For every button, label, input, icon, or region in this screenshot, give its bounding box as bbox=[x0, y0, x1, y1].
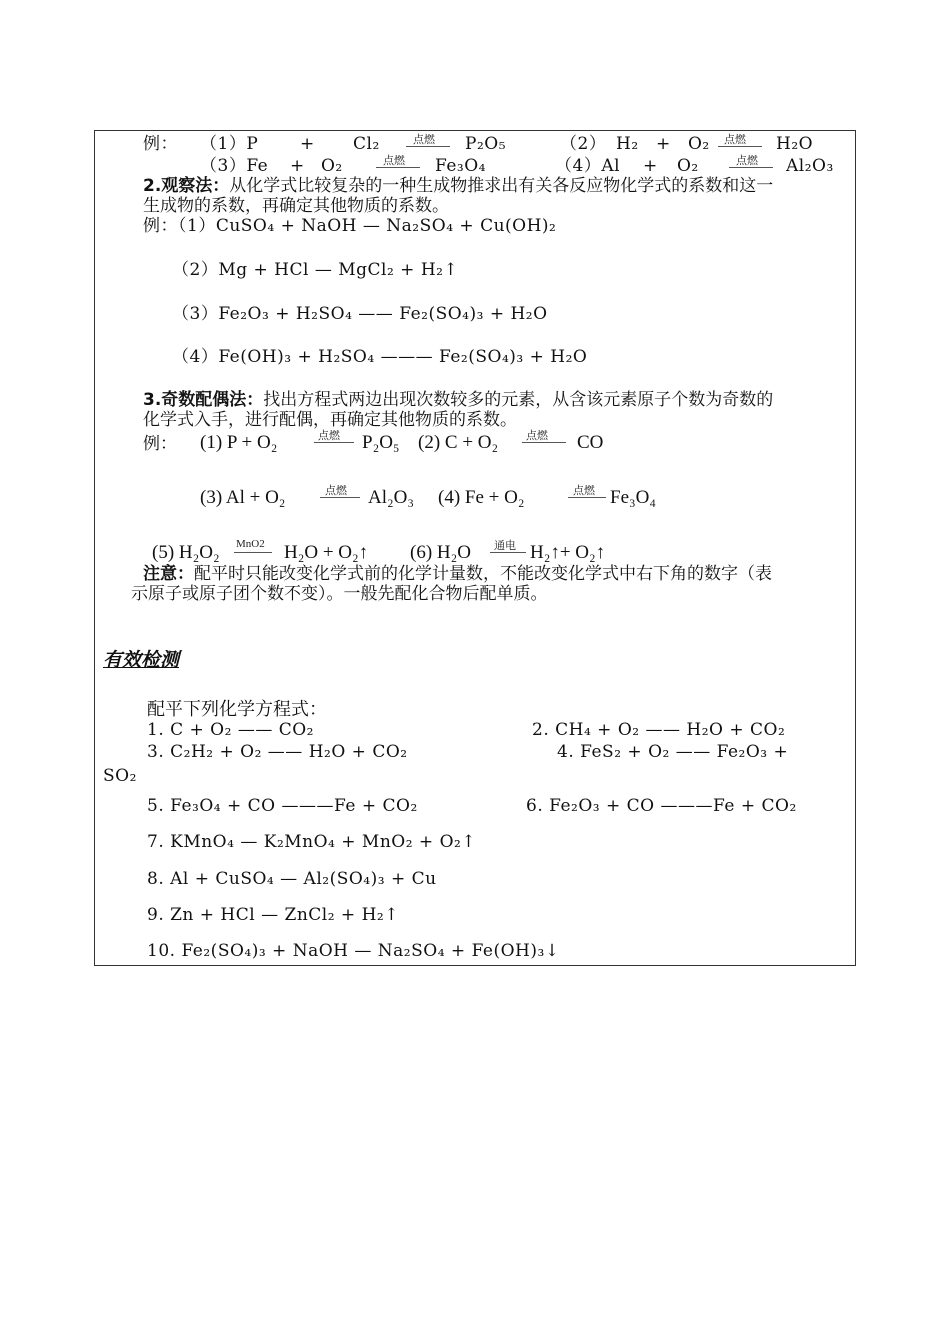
reaction-arrow bbox=[320, 497, 360, 498]
equation-right: P₂O₅ bbox=[362, 432, 400, 453]
equation-3: （3）Fe₂O₃ + H₂SO₄ —— Fe₂(SO₄)₃ + H₂O bbox=[172, 304, 548, 324]
condition-label: 通电 bbox=[494, 539, 516, 552]
exercise-2: 2. CH₄ + O₂ —— H₂O + CO₂ bbox=[532, 720, 786, 740]
reaction-2-label: （2） bbox=[560, 134, 607, 154]
note-paragraph bbox=[143, 564, 772, 584]
section-title: 有效检测 bbox=[103, 649, 180, 671]
condition-label: 点燃 bbox=[413, 133, 435, 146]
product: Al₂O₃ bbox=[786, 156, 834, 176]
paragraph-text: 从化学式比较复杂的一种生成物推求出有关各反应物化学式的系数和这一 bbox=[229, 176, 774, 196]
equation-right: Al₂O₃ bbox=[368, 487, 414, 508]
reactant: H₂ bbox=[616, 134, 639, 154]
exercise-10: 10. Fe₂(SO₄)₃ + NaOH — Na₂SO₄ + Fe(OH)₃↓ bbox=[147, 941, 560, 961]
exercise-6: 6. Fe₂O₃ + CO ———Fe + CO₂ bbox=[526, 796, 797, 816]
note-heading: 注意： bbox=[143, 564, 194, 584]
condition-label: 点燃 bbox=[724, 133, 746, 146]
equation-left: (6) H₂O bbox=[410, 542, 471, 563]
example-label: 例： bbox=[143, 434, 177, 454]
reaction-arrow bbox=[522, 442, 566, 443]
paragraph-text: 配平时只能改变化学式前的化学计量数，不能改变化学式中右下角的数字（表 bbox=[194, 564, 772, 584]
example-label: 例： bbox=[143, 134, 178, 154]
equation-left: (2) C + O₂ bbox=[418, 432, 499, 453]
exercise-5: 5. Fe₃O₄ + CO ———Fe + CO₂ bbox=[147, 796, 418, 816]
reaction-3-left: （3）Fe bbox=[200, 156, 269, 176]
exercise-1: 1. C + O₂ —— CO₂ bbox=[147, 720, 315, 740]
exercise-9: 9. Zn + HCl — ZnCl₂ + H₂↑ bbox=[147, 905, 399, 925]
exercise-intro: 配平下列化学方程式： bbox=[147, 699, 327, 720]
exercise-4-continued: SO₂ bbox=[103, 766, 137, 786]
reaction-arrow bbox=[718, 146, 762, 147]
equation-left: (1) P + O₂ bbox=[200, 432, 278, 453]
plus: + bbox=[300, 134, 315, 154]
equation-left: (5) H₂O₂ bbox=[152, 542, 220, 563]
reactant: O₂ bbox=[677, 156, 699, 176]
plus: + bbox=[643, 156, 658, 176]
odd-even-method-paragraph bbox=[143, 390, 773, 410]
product: H₂O bbox=[776, 134, 814, 154]
reaction-arrow bbox=[376, 167, 420, 168]
equation-right: CO bbox=[577, 432, 604, 453]
product: P₂O₅ bbox=[465, 134, 507, 154]
condition-label: 点燃 bbox=[318, 429, 340, 442]
condition-label: 点燃 bbox=[573, 484, 595, 497]
reaction-arrow bbox=[234, 552, 272, 553]
reactant: O₂ bbox=[688, 134, 710, 154]
reaction-arrow bbox=[490, 552, 526, 553]
reaction-arrow bbox=[568, 497, 606, 498]
condition-label: 点燃 bbox=[383, 154, 405, 167]
product: Fe₃O₄ bbox=[435, 156, 486, 176]
paragraph-text: 示原子或原子团个数不变）。一般先配化合物后配单质。 bbox=[131, 584, 548, 604]
reaction-1-left: （1）P bbox=[200, 134, 259, 154]
condition-label: 点燃 bbox=[736, 154, 758, 167]
section-heading: 2.观察法： bbox=[143, 176, 230, 196]
equation-1: 例：（1）CuSO₄ + NaOH — Na₂SO₄ + Cu(OH)₂ bbox=[143, 216, 557, 236]
reaction-4-left: （4）Al bbox=[555, 156, 621, 176]
equation-4: （4）Fe(OH)₃ + H₂SO₄ ——— Fe₂(SO₄)₃ + H₂O bbox=[172, 347, 588, 367]
reactant: O₂ bbox=[321, 156, 343, 176]
plus: + bbox=[656, 134, 671, 154]
condition-label: MnO2 bbox=[236, 538, 265, 550]
paragraph-text: 化学式入手，进行配偶，再确定其他物质的系数。 bbox=[143, 410, 517, 430]
reaction-arrow bbox=[406, 146, 450, 147]
observation-method-paragraph bbox=[143, 176, 773, 196]
condition-label: 点燃 bbox=[526, 429, 548, 442]
equation-right: H₂↑+ O₂↑ bbox=[530, 542, 606, 563]
condition-label: 点燃 bbox=[325, 484, 347, 497]
reaction-arrow bbox=[314, 442, 354, 443]
equation-left: (3) Al + O₂ bbox=[200, 487, 286, 508]
exercise-8: 8. Al + CuSO₄ — Al₂(SO₄)₃ + Cu bbox=[147, 869, 437, 889]
plus: + bbox=[290, 156, 305, 176]
equation-right: H₂O + O₂↑ bbox=[284, 542, 369, 563]
equation-right: Fe₃O₄ bbox=[610, 487, 656, 508]
paragraph-text: 生成物的系数，再确定其他物质的系数。 bbox=[143, 196, 449, 216]
paragraph-text: 找出方程式两边出现次数较多的元素，从含该元素原子个数为奇数的 bbox=[263, 390, 774, 410]
equation-2: （2）Mg + HCl — MgCl₂ + H₂↑ bbox=[172, 260, 459, 280]
reaction-arrow bbox=[729, 167, 773, 168]
section-heading: 3.奇数配偶法： bbox=[143, 390, 264, 410]
equation-left: (4) Fe + O₂ bbox=[438, 487, 525, 508]
exercise-4: 4. FeS₂ + O₂ —— Fe₂O₃ + bbox=[557, 742, 789, 762]
reactant: Cl₂ bbox=[353, 134, 380, 154]
exercise-3: 3. C₂H₂ + O₂ —— H₂O + CO₂ bbox=[147, 742, 408, 762]
exercise-7: 7. KMnO₄ — K₂MnO₄ + MnO₂ + O₂↑ bbox=[147, 832, 477, 852]
